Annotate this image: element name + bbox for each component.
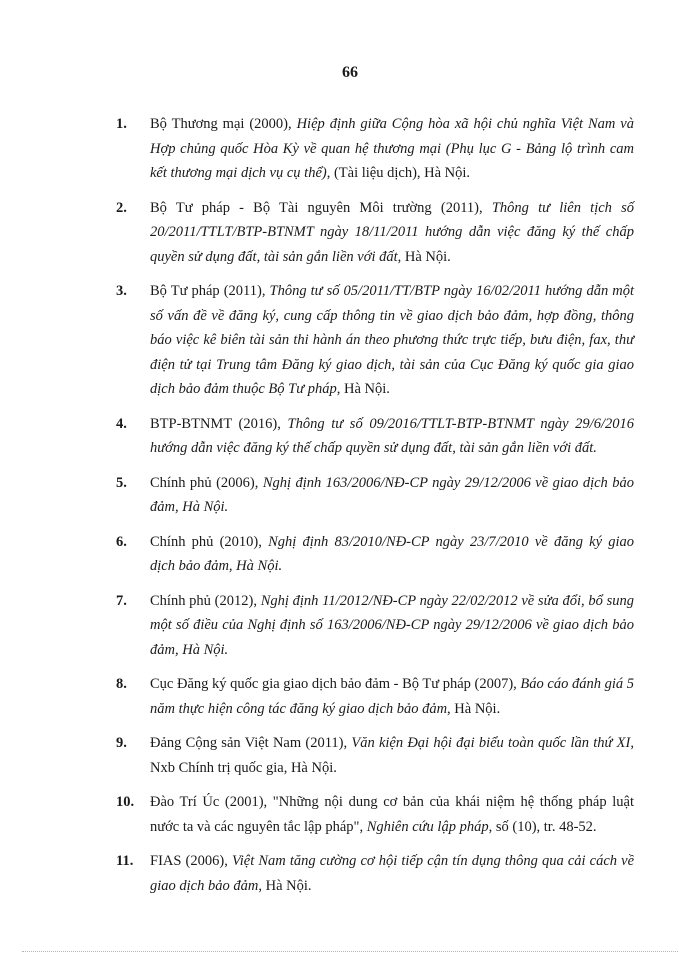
reference-details: , (Tài liệu dịch), Hà Nội.: [326, 165, 471, 181]
reference-details: , Hà Nội.: [397, 248, 451, 265]
reference-number: 4.: [116, 415, 127, 432]
reference-number: 3.: [116, 283, 127, 299]
reference-number: 8.: [116, 676, 127, 692]
reference-title: Báo cáo đánh giá 5 năm thực hiện công tác đăng ký giao dịch bảo đảm: [150, 676, 634, 717]
reference-item: [116, 471, 634, 520]
reference-item: [116, 731, 634, 780]
reference-details: , Hà Nội.: [336, 381, 390, 397]
reference-author: Cục Đăng ký quốc gia giao dịch bảo đảm - Bộ Tư pháp (2007),: [150, 676, 521, 692]
reference-title: Nghiên cứu lập pháp: [366, 818, 489, 835]
reference-details: , số (10), tr. 48-52.: [488, 818, 597, 835]
reference-title: Thông tư liên tịch số 20/2011/TTLT/BTP-BTNMT ngày 18/11/2011 hướng dẫn việc đăng ký thế chấp quyền sử dụng đất, tài sản gắn liền với đất: [150, 199, 634, 265]
reference-author: BTP-BTNMT (2016),: [150, 415, 288, 432]
reference-number: 11.: [116, 853, 134, 869]
reference-author: Đào Trí Úc (2001), "Những nội dung cơ bản của khái niệm hệ thống pháp luật nước ta và các nguyên tắc lập pháp",: [150, 794, 634, 835]
reference-item: [116, 589, 634, 663]
reference-item: [116, 672, 634, 721]
reference-item: [116, 790, 634, 839]
reference-number: 9.: [116, 735, 127, 751]
reference-author: Bộ Thương mại (2000),: [150, 116, 297, 132]
reference-details: , Hà Nội.: [258, 877, 312, 894]
reference-number: 6.: [116, 533, 127, 550]
reference-title: Văn kiện Đại hội đại biểu toàn quốc lần thứ XI: [351, 735, 631, 751]
reference-author: Đảng Cộng sản Việt Nam (2011),: [150, 735, 352, 751]
reference-author: Chính phủ (2010),: [150, 533, 269, 550]
reference-details: , Nxb Chính trị quốc gia, Hà Nội.: [150, 735, 634, 776]
reference-number: 2.: [116, 199, 127, 216]
reference-number: 5.: [116, 474, 127, 491]
reference-author: Bộ Tư pháp (2011),: [150, 283, 270, 299]
reference-title: Thông tư số 05/2011/TT/BTP ngày 16/02/2011 hướng dẫn một số vấn đề về đăng ký, cung cấp thông tin về giao dịch bảo đảm, hợp đồng, thông báo việc kê biên tài sản thi hành án theo phương thức trực tiếp, bưu điện, fax, thư điện tử tại Trung tâm Đăng ký giao dịch, tài sản của Cục Đăng ký quốc gia giao dịch bảo đảm thuộc Bộ Tư pháp: [150, 283, 634, 397]
reference-item: [116, 412, 634, 461]
reference-title: Nghị định 83/2010/NĐ-CP ngày 23/7/2010 về đăng ký giao dịch bảo đảm, Hà Nội.: [150, 533, 634, 574]
page-number: 66: [342, 64, 358, 81]
reference-title: Nghị định 11/2012/NĐ-CP ngày 22/02/2012 về sửa đổi, bổ sung một số điều của Nghị định số 163/2006/NĐ-CP ngày 29/12/2006 về giao dịch bảo đảm, Hà Nội.: [150, 592, 634, 658]
reference-number: 1.: [116, 116, 127, 132]
reference-item: [116, 530, 634, 579]
reference-item: [116, 849, 634, 898]
reference-list: [116, 112, 634, 908]
reference-title: Hiệp định giữa Cộng hòa xã hội chủ nghĩa Việt Nam và Hợp chủng quốc Hòa Kỳ về quan hệ thương mại (Phụ lục G - Bảng lộ trình cam kết thương mại dịch vụ cụ thể): [150, 116, 634, 181]
reference-item: [116, 279, 634, 402]
reference-item: [116, 196, 634, 270]
reference-title: Việt Nam tăng cường cơ hội tiếp cận tín dụng thông qua cải cách về giao dịch bảo đảm: [150, 853, 635, 894]
reference-author: Chính phủ (2012),: [150, 592, 261, 609]
reference-title: Thông tư số 09/2016/TTLT-BTP-BTNMT ngày 29/6/2016 hướng dẫn việc đăng ký thế chấp quyền sử dụng đất, tài sản gắn liền với đất.: [150, 415, 634, 456]
reference-number: 7.: [116, 592, 127, 609]
reference-details: , Hà Nội.: [447, 700, 501, 717]
page-bottom-divider: [22, 951, 678, 952]
reference-number: 10.: [116, 794, 135, 810]
reference-title: Nghị định 163/2006/NĐ-CP ngày 29/12/2006 về giao dịch bảo đảm, Hà Nội.: [150, 474, 634, 515]
reference-author: Chính phủ (2006),: [150, 474, 263, 491]
reference-author: Bộ Tư pháp - Bộ Tài nguyên Môi trường (2011),: [150, 199, 492, 216]
reference-author: FIAS (2006),: [150, 853, 232, 869]
reference-item: [116, 112, 634, 186]
